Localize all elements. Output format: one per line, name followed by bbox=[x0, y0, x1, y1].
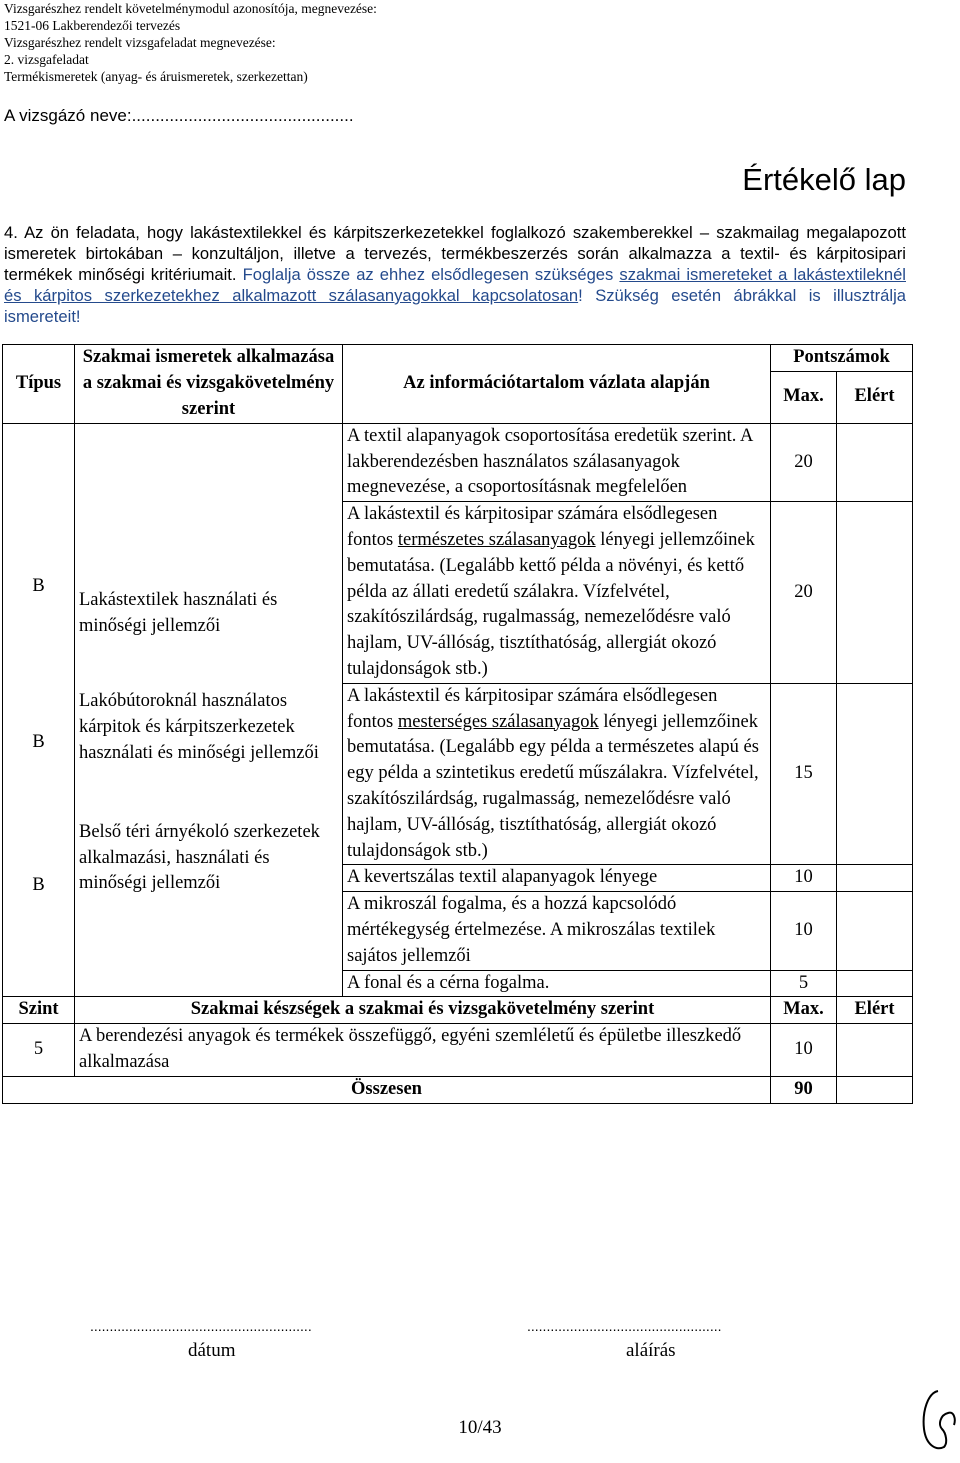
achieved-points[interactable] bbox=[837, 683, 913, 865]
header-max: Max. bbox=[771, 371, 837, 423]
page-title: Értékelő lap bbox=[742, 162, 906, 197]
content-cell: A kevertszálas textil alapanyagok lényege bbox=[343, 865, 771, 892]
knowledge-item: Lakóbútoroknál használatos kárpitok és kárpitszerkezetek használati és minőségi jellemzői bbox=[79, 691, 319, 763]
content-cell: A textil alapanyagok csoportosítása eredetük szerint. A lakberendezésben használatos szálasanyagok megnevezése, a csoportosításnak megfelelően bbox=[343, 423, 771, 501]
skills-max: 10 bbox=[771, 1024, 837, 1077]
header-points: Pontszámok bbox=[771, 345, 913, 372]
header-achieved: Elért bbox=[837, 371, 913, 423]
content-text: A lakástextil és kárpitosipar számára elsődlegesen fontos bbox=[347, 504, 718, 550]
knowledge-item: Lakástextilek használati és minőségi jellemzői bbox=[79, 589, 278, 636]
skills-header-max: Max. bbox=[771, 997, 837, 1024]
header-content: Az információtartalom vázlata alapján bbox=[343, 345, 771, 424]
achieved-points[interactable] bbox=[837, 423, 913, 501]
max-points: 20 bbox=[771, 502, 837, 684]
type-value: B bbox=[32, 731, 45, 752]
date-label: dátum bbox=[188, 1340, 236, 1361]
knowledge-item: Belső téri árnyékoló szerkezetek alkalmazási, használati és minőségi jellemzői bbox=[79, 821, 320, 894]
achieved-points[interactable] bbox=[837, 892, 913, 970]
max-points: 15 bbox=[771, 683, 837, 865]
evaluation-table bbox=[2, 344, 913, 1104]
header-line: Vizsgarészhez rendelt követelménymodul azonosítója, megnevezése: bbox=[4, 1, 377, 16]
content-cell: A mikroszál fogalma, és a hozzá kapcsolódó mértékegység értelmezése. A mikroszálas textilek sajátos jellemzői bbox=[343, 892, 771, 970]
type-value: B bbox=[32, 875, 45, 896]
knowledge-column bbox=[75, 423, 343, 997]
task-instruction-underlined: szakmai ismereteket a lakástextileknél és kárpitos szerkezetekhez alkalmazott szálasanyagokkal kapcsolatosan bbox=[4, 265, 906, 305]
total-label: Összesen bbox=[3, 1076, 771, 1103]
skills-achieved[interactable] bbox=[837, 1024, 913, 1077]
achieved-points[interactable] bbox=[837, 865, 913, 892]
skills-level: 5 bbox=[3, 1024, 75, 1077]
page-number: 10/43 bbox=[458, 1417, 502, 1438]
date-line[interactable]: ......................................................... bbox=[90, 1318, 312, 1334]
achieved-points[interactable] bbox=[837, 970, 913, 997]
type-value: B bbox=[32, 575, 45, 596]
max-points: 10 bbox=[771, 892, 837, 970]
content-text-underlined: mesterséges szálasanyagok bbox=[397, 711, 599, 732]
header-knowledge: Szakmai ismeretek alkalmazása a szakmai és vizsgakövetelmény szerint bbox=[75, 345, 343, 424]
max-points: 10 bbox=[771, 865, 837, 892]
signature-line[interactable]: .................................................. bbox=[527, 1318, 722, 1334]
skills-text: A berendezési anyagok és termékek összefüggő, egyéni szemléletű és épületbe illeszkedő alkalmazása bbox=[75, 1024, 771, 1077]
task-text: 4. Az ön feladata, hogy lakástextilekkel és kárpitszerkezetekkel foglalkozó szakemberekkel – szakmailag megalapozott ismeretek birtokában – konzultáljon, illetve a tervezés, termékbeszerzés során alkalmazza a textil- és kárpitosipari termékek minőségi kritériumait. bbox=[4, 223, 906, 284]
content-cell: A fonal és a cérna fogalma. bbox=[343, 970, 771, 997]
header-line: Termékismeretek (anyag- és áruismeretek, szerkezettan) bbox=[4, 69, 308, 84]
header-line: 1521-06 Lakberendezői tervezés bbox=[4, 18, 181, 33]
skills-header-level: Szint bbox=[3, 997, 75, 1024]
content-text: A lakástextil és kárpitosipar számára elsődlegesen fontos bbox=[347, 685, 718, 732]
content-text-underlined: természetes szálasanyagok bbox=[397, 529, 596, 550]
type-column bbox=[3, 423, 75, 997]
skills-header-achieved: Elért bbox=[837, 997, 913, 1024]
header-line: 2. vizsgafeladat bbox=[4, 52, 89, 67]
task-instruction-end: ! Szükség esetén ábrákkal is illusztrálja ismereteit! bbox=[4, 286, 906, 326]
max-points: 5 bbox=[771, 970, 837, 997]
content-cell bbox=[343, 683, 771, 865]
document-header bbox=[4, 0, 377, 85]
signature-label: aláírás bbox=[626, 1340, 676, 1361]
achieved-points[interactable] bbox=[837, 502, 913, 684]
content-cell bbox=[343, 502, 771, 684]
max-points: 20 bbox=[771, 423, 837, 501]
candidate-name-field[interactable]: A vizsgázó neve:............................................... bbox=[4, 106, 354, 125]
header-type: Típus bbox=[3, 345, 75, 424]
content-text: lényegi jellemzőinek bemutatása. (Legalább kettő példa a növényi, és kettő példa az állati eredetű szálakra. Vízfelvétel, szakítószilárdság, rugalmasság, nemezelődésre való hajlam, UV-állóság, tisztíthatóság, allergiát okozó tulajdonságok stb.) bbox=[347, 529, 755, 679]
header-line: Vizsgarészhez rendelt vizsgafeladat megnevezése: bbox=[4, 35, 276, 50]
total-max: 90 bbox=[771, 1076, 837, 1103]
task-description bbox=[4, 222, 906, 327]
skills-header-title: Szakmai készségek a szakmai és vizsgakövetelmény szerint bbox=[75, 997, 771, 1024]
task-instruction-start: Foglalja össze az ehhez elsődlegesen szükséges bbox=[236, 265, 620, 284]
content-text: lényegi jellemzőinek bemutatása. (Legalább egy példa a természetes alapú és egy példa a szintetikus eredetű műszálakra. Vízfelvétel, szakítószilárdság, rugalmasság, nemezelődésre való hajlam, UV-állóság, tisztíthatóság, allergiát okozó tulajdonságok stb.) bbox=[347, 711, 759, 861]
total-achieved[interactable] bbox=[837, 1076, 913, 1103]
